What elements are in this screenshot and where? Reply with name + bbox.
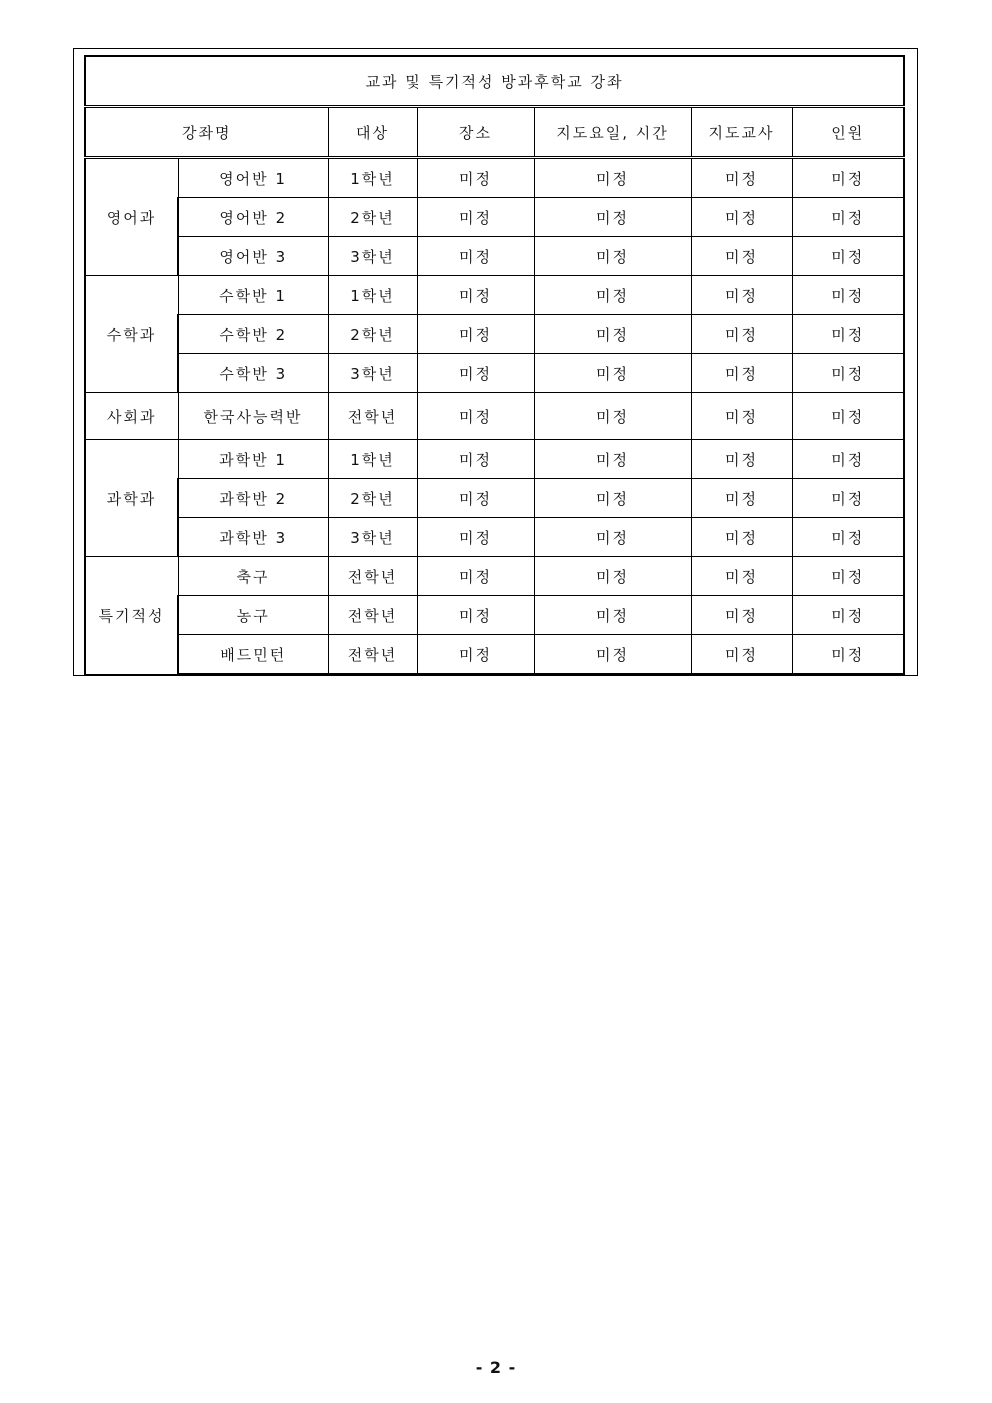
place-cell: 미정	[417, 479, 534, 518]
schedule-cell: 미정	[534, 315, 691, 354]
schedule-cell: 미정	[534, 635, 691, 675]
capacity-cell: 미정	[792, 479, 904, 518]
schedule-cell: 미정	[534, 354, 691, 393]
capacity-cell: 미정	[792, 440, 904, 479]
course-cell: 수학반 3	[178, 354, 328, 393]
subject-cell: 사회과	[85, 393, 178, 440]
target-cell: 2학년	[328, 315, 417, 354]
course-cell: 축구	[178, 557, 328, 596]
course-cell: 수학반 2	[178, 315, 328, 354]
after-school-course-table	[84, 55, 905, 675]
table-row	[85, 596, 904, 635]
course-cell: 수학반 1	[178, 276, 328, 315]
place-cell: 미정	[417, 237, 534, 276]
header-capacity: 인원	[792, 107, 904, 158]
header-row	[85, 107, 904, 158]
subject-cell: 영어과	[85, 158, 178, 276]
place-cell: 미정	[417, 557, 534, 596]
place-cell: 미정	[417, 635, 534, 675]
teacher-cell: 미정	[691, 237, 792, 276]
capacity-cell: 미정	[792, 635, 904, 675]
page-number: - 2 -	[475, 1358, 517, 1377]
place-cell: 미정	[417, 440, 534, 479]
schedule-cell: 미정	[534, 276, 691, 315]
capacity-cell: 미정	[792, 557, 904, 596]
teacher-cell: 미정	[691, 440, 792, 479]
target-cell: 전학년	[328, 557, 417, 596]
course-cell: 농구	[178, 596, 328, 635]
course-cell: 영어반 2	[178, 198, 328, 237]
header-course: 강좌명	[85, 107, 328, 158]
course-cell: 과학반 1	[178, 440, 328, 479]
target-cell: 전학년	[328, 596, 417, 635]
target-cell: 3학년	[328, 354, 417, 393]
course-cell: 과학반 2	[178, 479, 328, 518]
target-cell: 1학년	[328, 276, 417, 315]
schedule-cell: 미정	[534, 393, 691, 440]
course-cell: 영어반 3	[178, 237, 328, 276]
header-teacher: 지도교사	[691, 107, 792, 158]
target-cell: 전학년	[328, 635, 417, 675]
teacher-cell: 미정	[691, 198, 792, 237]
capacity-cell: 미정	[792, 393, 904, 440]
schedule-cell: 미정	[534, 198, 691, 237]
target-cell: 1학년	[328, 440, 417, 479]
place-cell: 미정	[417, 158, 534, 198]
place-cell: 미정	[417, 354, 534, 393]
teacher-cell: 미정	[691, 158, 792, 198]
target-cell: 1학년	[328, 158, 417, 198]
capacity-cell: 미정	[792, 158, 904, 198]
header-target: 대상	[328, 107, 417, 158]
table-row	[85, 354, 904, 393]
teacher-cell: 미정	[691, 315, 792, 354]
schedule-cell: 미정	[534, 557, 691, 596]
place-cell: 미정	[417, 315, 534, 354]
target-cell: 3학년	[328, 237, 417, 276]
course-cell: 과학반 3	[178, 518, 328, 557]
course-cell: 배드민턴	[178, 635, 328, 675]
capacity-cell: 미정	[792, 315, 904, 354]
table-row	[85, 557, 904, 596]
teacher-cell: 미정	[691, 479, 792, 518]
capacity-cell: 미정	[792, 237, 904, 276]
table-row	[85, 479, 904, 518]
table-row	[85, 440, 904, 479]
table-row	[85, 315, 904, 354]
schedule-cell: 미정	[534, 479, 691, 518]
teacher-cell: 미정	[691, 596, 792, 635]
subject-cell: 수학과	[85, 276, 178, 393]
table-row	[85, 635, 904, 675]
course-cell: 한국사능력반	[178, 393, 328, 440]
capacity-cell: 미정	[792, 354, 904, 393]
schedule-cell: 미정	[534, 596, 691, 635]
schedule-cell: 미정	[534, 440, 691, 479]
place-cell: 미정	[417, 198, 534, 237]
capacity-cell: 미정	[792, 276, 904, 315]
teacher-cell: 미정	[691, 276, 792, 315]
table-row	[85, 393, 904, 440]
teacher-cell: 미정	[691, 354, 792, 393]
course-cell: 영어반 1	[178, 158, 328, 198]
capacity-cell: 미정	[792, 596, 904, 635]
capacity-cell: 미정	[792, 518, 904, 557]
table-row	[85, 237, 904, 276]
target-cell: 2학년	[328, 479, 417, 518]
place-cell: 미정	[417, 276, 534, 315]
place-cell: 미정	[417, 518, 534, 557]
place-cell: 미정	[417, 596, 534, 635]
schedule-cell: 미정	[534, 518, 691, 557]
table-row	[85, 198, 904, 237]
capacity-cell: 미정	[792, 198, 904, 237]
teacher-cell: 미정	[691, 635, 792, 675]
header-place: 장소	[417, 107, 534, 158]
teacher-cell: 미정	[691, 393, 792, 440]
teacher-cell: 미정	[691, 557, 792, 596]
place-cell: 미정	[417, 393, 534, 440]
table-row	[85, 158, 904, 198]
header-schedule: 지도요일, 시간	[534, 107, 691, 158]
target-cell: 2학년	[328, 198, 417, 237]
schedule-cell: 미정	[534, 237, 691, 276]
table-row	[85, 518, 904, 557]
teacher-cell: 미정	[691, 518, 792, 557]
target-cell: 전학년	[328, 393, 417, 440]
table-title: 교과 및 특기적성 방과후학교 강좌	[85, 56, 904, 107]
subject-cell: 과학과	[85, 440, 178, 557]
target-cell: 3학년	[328, 518, 417, 557]
table-row	[85, 276, 904, 315]
subject-cell: 특기적성	[85, 557, 178, 675]
schedule-cell: 미정	[534, 158, 691, 198]
